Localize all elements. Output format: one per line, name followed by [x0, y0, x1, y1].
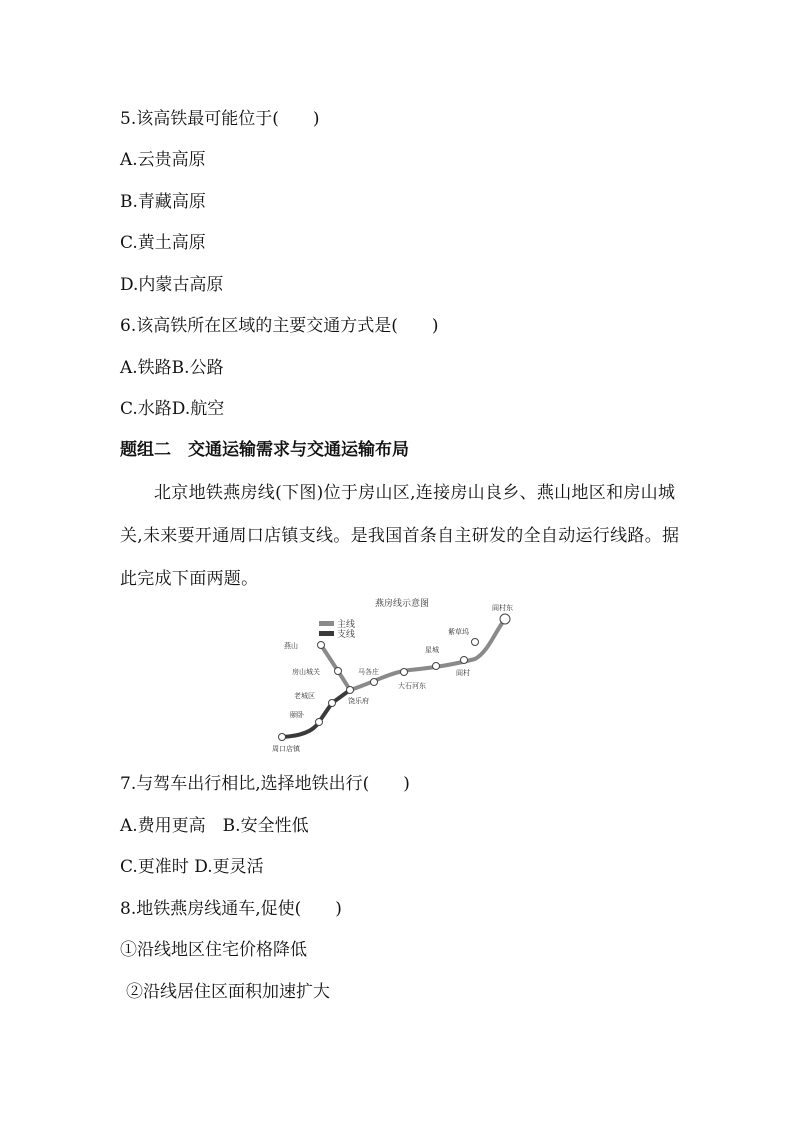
legend-branch-swatch	[319, 631, 334, 636]
legend-main-swatch	[319, 621, 334, 626]
q7-options-cd: C.更准时 D.更灵活	[120, 857, 264, 877]
station-yancun-label: 阎村	[456, 669, 470, 677]
q5-option-b: B.青藏高原	[120, 192, 206, 212]
station-fangshan-chengguan-label: 房山城关	[292, 668, 320, 676]
q8-stem: 8.地铁燕房线通车,促使( )	[120, 899, 342, 919]
station-yancundong-label: 阎村东	[492, 604, 513, 612]
q5-option-d: D.内蒙古高原	[120, 275, 224, 295]
q7-options-ab: A.费用更高 B.安全性低	[120, 816, 309, 836]
station-yancundong-marker	[500, 614, 510, 624]
station-zicaowu-label: 紫草坞	[448, 628, 469, 636]
section-title: 题组二 交通运输需求与交通运输布局	[120, 440, 409, 460]
station-dashihedong-label: 大石河东	[398, 682, 426, 690]
station-liuli-marker	[316, 719, 323, 726]
station-zhoukoudian-label: 周口店镇	[272, 745, 300, 753]
q6-options-ab: A.铁路B.公路	[120, 358, 224, 378]
station-yancun-marker	[472, 639, 479, 646]
station-zhoukoudian-marker	[279, 734, 286, 741]
station-xingcheng-label: 星城	[425, 646, 439, 654]
station-fangshan-chengguan-marker	[335, 668, 342, 675]
station-laochengqu-label: 老城区	[294, 692, 315, 700]
q8-item-1: ①沿线地区住宅价格降低	[120, 940, 307, 960]
q5-option-c: C.黄土高原	[120, 233, 206, 253]
q6-options-cd: C.水路D.航空	[120, 399, 225, 419]
q8-item-2: ②沿线居住区面积加速扩大	[126, 982, 330, 1002]
station-zicaowu-marker	[461, 657, 468, 664]
station-maguzhuang-label: 马各庄	[358, 668, 379, 676]
station-xingcheng-marker	[433, 663, 440, 670]
station-yanshan-marker	[318, 642, 325, 649]
station-dashihedong-marker	[401, 669, 408, 676]
station-raoleyu-label: 饶乐府	[348, 697, 369, 705]
yanfang-line-map	[270, 592, 530, 758]
q6-stem: 6.该高铁所在区域的主要交通方式是( )	[120, 316, 439, 336]
station-liuli-label: 颐卧	[290, 711, 304, 719]
map-title: 燕房线示意图	[374, 599, 430, 609]
q5-option-a: A.云贵高原	[120, 150, 206, 170]
station-raoleyu-marker	[347, 687, 354, 694]
station-yanshan-label: 燕山	[284, 642, 298, 650]
q7-stem: 7.与驾车出行相比,选择地铁出行( )	[120, 774, 410, 794]
station-laochengqu-marker	[329, 700, 336, 707]
q5-stem: 5.该高铁最可能位于( )	[120, 109, 320, 129]
section-intro: 北京地铁燕房线(下图)位于房山区,连接房山良乡、燕山地区和房山城关,未来要开通周口店镇支线。是我国首条自主研发的全自动运行线路。据此完成下面两题。	[120, 483, 680, 589]
legend-branch-label: 支线	[337, 630, 356, 640]
legend-main-label: 主线	[337, 620, 356, 630]
station-maguzhuang-marker	[371, 679, 378, 686]
